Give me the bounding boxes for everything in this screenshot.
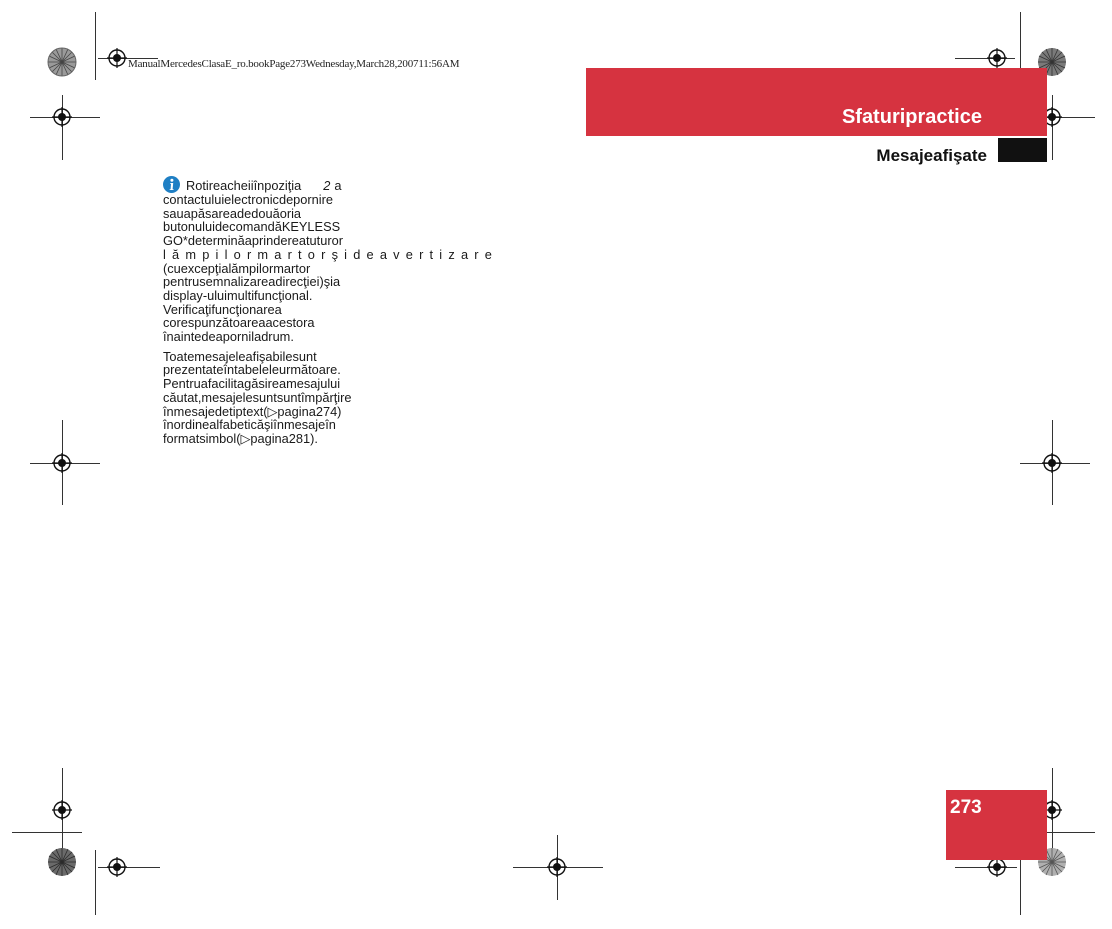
note-line: sauapăsareadedouăoria [163, 205, 302, 221]
note-first-line: Rotireacheiiînpoziţia [186, 178, 302, 193]
key-position: 2 [323, 178, 331, 193]
note-line: corespunzătoareaacestora [163, 315, 315, 331]
page-body [163, 176, 499, 446]
note-line: display-uluimultifuncţional. [163, 287, 313, 303]
info-note [163, 176, 499, 345]
info-icon [163, 176, 180, 193]
note-line: înaintedeaporniladrum. [163, 329, 294, 345]
registration-target-icon [1042, 453, 1062, 473]
paragraph-line: înmesajedetiptext(▷pagina274) [163, 403, 342, 419]
registration-target-icon [52, 107, 72, 127]
rosette-mark-icon [47, 47, 77, 77]
paragraph-line: căutat,mesajelesuntsuntîmpărţire [163, 389, 352, 405]
paragraph-line: prezentateîntabeleleurmătoare. [163, 362, 341, 378]
note-line: contactuluielectronicdepornire [163, 192, 334, 207]
thumb-index-tab [998, 138, 1047, 162]
note-line: (cuexcepţialămpilormartor [163, 260, 311, 276]
registration-target-icon [107, 857, 127, 877]
section-title: Sfaturipractice [841, 106, 982, 128]
rosette-mark-icon [47, 847, 77, 877]
registration-target-icon [52, 453, 72, 473]
paragraph-line: Toatemesajeleafişabilesunt [163, 348, 317, 364]
note-line: lămpilormartorşideavertizare [163, 246, 499, 262]
paragraph-line: înordinealfabeticăşiînmesajeîn [163, 417, 336, 433]
registration-target-icon [107, 48, 127, 68]
note-first-tail: a [334, 178, 342, 193]
paragraph-line: formatsimbol(▷pagina281). [163, 430, 318, 446]
registration-target-icon [987, 48, 1007, 68]
registration-target-icon [987, 857, 1007, 877]
file-info-header: ManualMercedesClasaE_ro.bookPage273Wednesday,March28,200711:56AM [128, 58, 460, 70]
registration-target-icon [547, 857, 567, 877]
paragraph-line: Pentruafacilitagăsireamesajului [163, 376, 341, 392]
note-line: butonuluidecomandăKEYLESS [163, 219, 341, 235]
note-line: Verificaţifuncţionarea [163, 301, 282, 317]
subsection-title: Mesajeafişate [876, 146, 987, 165]
note-line: pentrusemnalizareadirecţiei)şia [163, 274, 341, 290]
page-number: 273 [950, 797, 982, 818]
body-paragraph [163, 350, 483, 446]
registration-target-icon [52, 800, 72, 820]
note-line: GO*determinăaprindereatuturor [163, 233, 343, 249]
